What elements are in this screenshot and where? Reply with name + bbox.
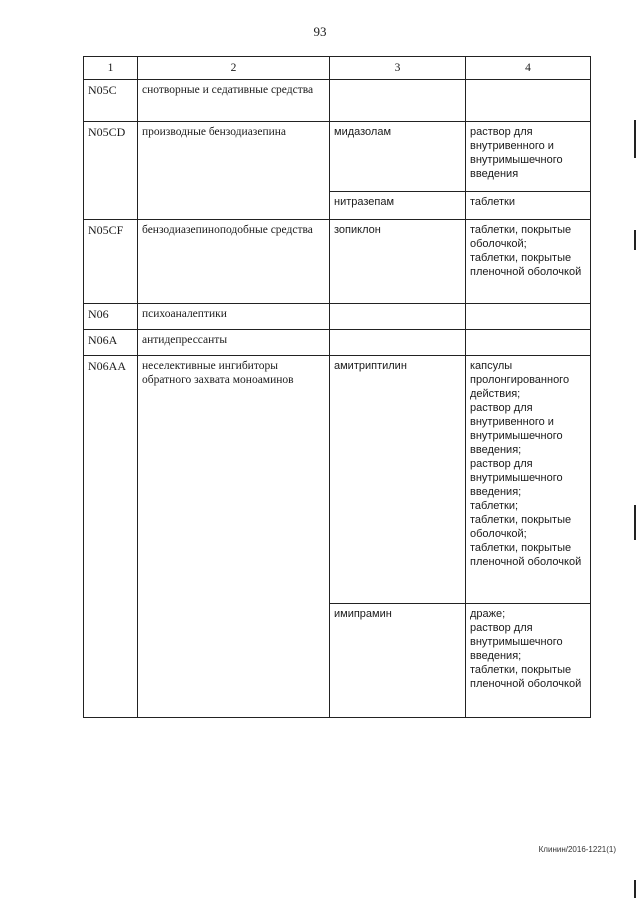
- drug-name: имипрамин: [330, 604, 466, 718]
- scan-edge-mark: [634, 505, 636, 540]
- dosage-forms: [466, 304, 591, 330]
- table-row: [84, 330, 591, 356]
- drug-name: амитриптилин: [330, 356, 466, 604]
- table-row: [84, 356, 591, 604]
- group-name: неселективные ингибиторы обратного захвата моноаминов: [138, 356, 330, 718]
- table-row: [84, 304, 591, 330]
- atc-code: N05C: [84, 80, 138, 122]
- header-col-3: 3: [330, 57, 466, 80]
- dosage-forms: раствор для внутривенного и внутримышечного введения: [466, 122, 591, 192]
- drug-name: [330, 330, 466, 356]
- dosage-forms: [466, 80, 591, 122]
- atc-code: N06AA: [84, 356, 138, 718]
- group-name: производные бензодиазепина: [138, 122, 330, 220]
- scan-edge-mark: [634, 880, 636, 898]
- table-row: [84, 122, 591, 192]
- dosage-forms: драже; раствор для внутримышечного введения; таблетки, покрытые пленочной оболочкой: [466, 604, 591, 718]
- drug-name: [330, 304, 466, 330]
- table-row: [84, 80, 591, 122]
- table-row: [84, 220, 591, 304]
- page-number: 93: [313, 24, 327, 39]
- header-col-1: 1: [84, 57, 138, 80]
- dosage-forms: [466, 330, 591, 356]
- drug-name: зопиклон: [330, 220, 466, 304]
- dosage-forms: таблетки: [466, 192, 591, 220]
- header-row: [84, 57, 591, 80]
- header-col-4: 4: [466, 57, 591, 80]
- group-name: бензодиазепиноподобные средства: [138, 220, 330, 304]
- drug-name: [330, 80, 466, 122]
- atc-code: N05CD: [84, 122, 138, 220]
- scan-edge-mark: [634, 230, 636, 250]
- atc-code: N06: [84, 304, 138, 330]
- drug-name: нитразепам: [330, 192, 466, 220]
- dosage-forms: капсулы пролонгированного действия; раствор для внутривенного и внутримышечного введения; раствор для внутримышечного введения; таблетки; таблетки, покрытые оболочкой; таблетки, покрытые пленочной оболочкой: [466, 356, 591, 604]
- scan-edge-mark: [634, 120, 636, 158]
- dosage-forms: таблетки, покрытые оболочкой; таблетки, покрытые пленочной оболочкой: [466, 220, 591, 304]
- header-col-2: 2: [138, 57, 330, 80]
- group-name: антидепрессанты: [138, 330, 330, 356]
- atc-code: N06A: [84, 330, 138, 356]
- atc-code: N05CF: [84, 220, 138, 304]
- group-name: психоаналептики: [138, 304, 330, 330]
- document-reference: Клинин/2016-1221(1): [538, 845, 616, 854]
- drug-name: мидазолам: [330, 122, 466, 192]
- drug-table: [83, 56, 591, 718]
- group-name: снотворные и седативные средства: [138, 80, 330, 122]
